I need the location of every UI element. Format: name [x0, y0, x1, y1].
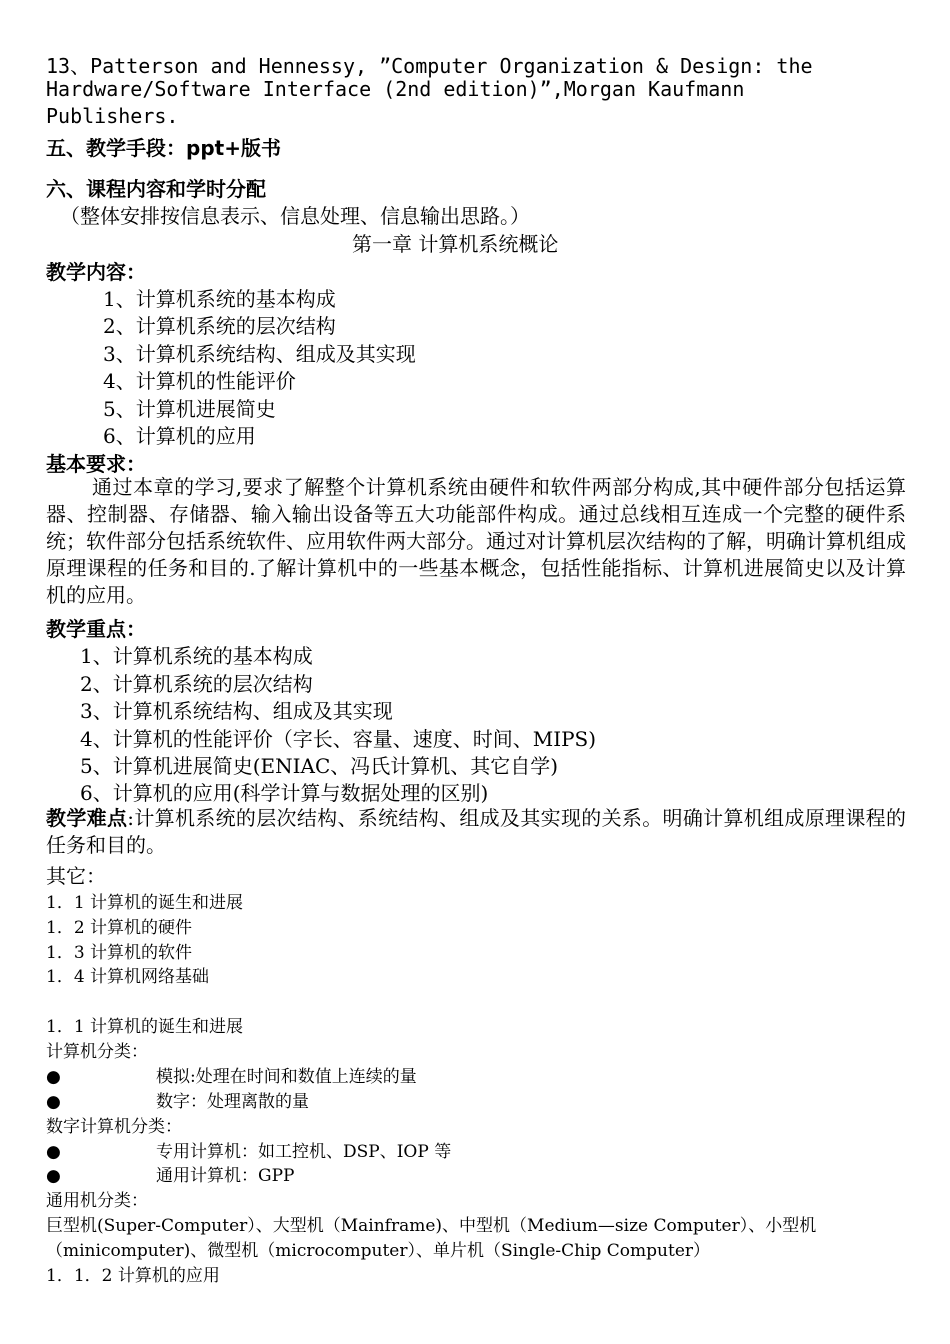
classification-item-text: 模拟:处理在时间和数值上连续的量 — [156, 1067, 417, 1087]
section-5-heading: 五、教学手段：ppt+版书 — [46, 136, 281, 160]
key-point-item: 2、计算机系统的层次结构 — [80, 672, 313, 696]
reference-line-1: 13、Patterson and Hennessy, ”Computer Organization & Design: the — [46, 54, 813, 78]
digital-item-text: 专用计算机：如工控机、DSP、IOP 等 — [156, 1142, 452, 1162]
teaching-content-item: 3、计算机系统结构、组成及其实现 — [103, 342, 416, 366]
teaching-content-item: 4、计算机的性能评价 — [103, 369, 296, 393]
basic-requirements-heading: 基本要求： — [46, 452, 146, 476]
arrangement-note: （整体安排按信息表示、信息处理、信息输出思路。） — [60, 204, 530, 228]
digital-item — [46, 1161, 294, 1186]
others-item: 1．4 计算机网络基础 — [46, 967, 210, 987]
classification-item — [46, 1087, 309, 1112]
key-point-item: 3、计算机系统结构、组成及其实现 — [80, 699, 393, 723]
general-line-1: 巨型机(Super-Computer）、大型机（Mainframe)、中型机（Medium—size Computer）、小型机 — [46, 1216, 817, 1236]
general-line-2: （minicomputer)、微型机（microcomputer）、单片机（Single-Chip Computer） — [46, 1241, 711, 1261]
chapter-title: 第一章 计算机系统概论 — [352, 232, 559, 256]
digital-item — [46, 1137, 451, 1162]
teaching-content-item: 6、计算机的应用 — [103, 424, 256, 448]
key-point-item: 1、计算机系统的基本构成 — [80, 644, 313, 668]
bullet-icon: ● — [46, 1142, 61, 1162]
teaching-content-item: 2、计算机系统的层次结构 — [103, 314, 336, 338]
next-subsection: 1．1．2 计算机的应用 — [46, 1266, 220, 1286]
difficulties-text: :计算机系统的层次结构、系统结构、组成及其实现的关系。明确计算机组成原理课程的任务和目的。 — [46, 806, 906, 857]
digital-item-text: 通用计算机：GPP — [156, 1166, 295, 1186]
key-point-item: 5、计算机进展简史(ENIAC、冯氏计算机、其它自学) — [80, 754, 559, 778]
basic-requirements-text: 通过本章的学习,要求了解整个计算机系统由硬件和软件两部分构成,其中硬件部分包括运算器、控制器、存储器、输入输出设备等五大功能部件构成。通过总线相互连成一个完整的硬件系统；软件部分包括系统软件、应用软件两大部分。通过对计算机层次结构的了解，明确计算机组成原理课程的任务和目的.了解计算机中的一些基本概念，包括性能指标、计算机进展简史以及计算机的应用。 — [46, 475, 906, 607]
reference-line-3: Publishers. — [46, 104, 179, 128]
key-point-item: 4、计算机的性能评价（字长、容量、速度、时间、MIPS) — [80, 727, 597, 751]
teaching-content-item: 5、计算机进展简史 — [103, 397, 276, 421]
others-heading: 其它： — [46, 864, 106, 888]
classification-item-text: 数字：处理离散的量 — [156, 1092, 309, 1112]
key-points-heading: 教学重点： — [46, 617, 146, 641]
others-item: 1．3 计算机的软件 — [46, 943, 193, 963]
classification-heading: 计算机分类： — [46, 1042, 148, 1062]
difficulties-paragraph — [46, 805, 906, 859]
teaching-content-item: 1、计算机系统的基本构成 — [103, 287, 336, 311]
others-item: 1．1 计算机的诞生和进展 — [46, 893, 244, 913]
reference-line-2: Hardware/Software Interface (2nd edition)”,Morgan Kaufmann — [46, 77, 745, 101]
digital-heading: 数字计算机分类： — [46, 1117, 182, 1137]
subsection-title: 1．1 计算机的诞生和进展 — [46, 1017, 244, 1037]
teaching-content-heading: 教学内容： — [46, 260, 146, 284]
bullet-icon: ● — [46, 1166, 61, 1186]
difficulties-heading: 教学难点 — [46, 806, 128, 830]
classification-item — [46, 1062, 417, 1087]
others-item: 1．2 计算机的硬件 — [46, 918, 193, 938]
section-6-heading: 六、课程内容和学时分配 — [46, 177, 266, 201]
general-heading: 通用机分类： — [46, 1191, 148, 1211]
bullet-icon: ● — [46, 1067, 61, 1087]
key-point-item: 6、计算机的应用(科学计算与数据处理的区别) — [80, 781, 489, 805]
bullet-icon: ● — [46, 1092, 61, 1112]
